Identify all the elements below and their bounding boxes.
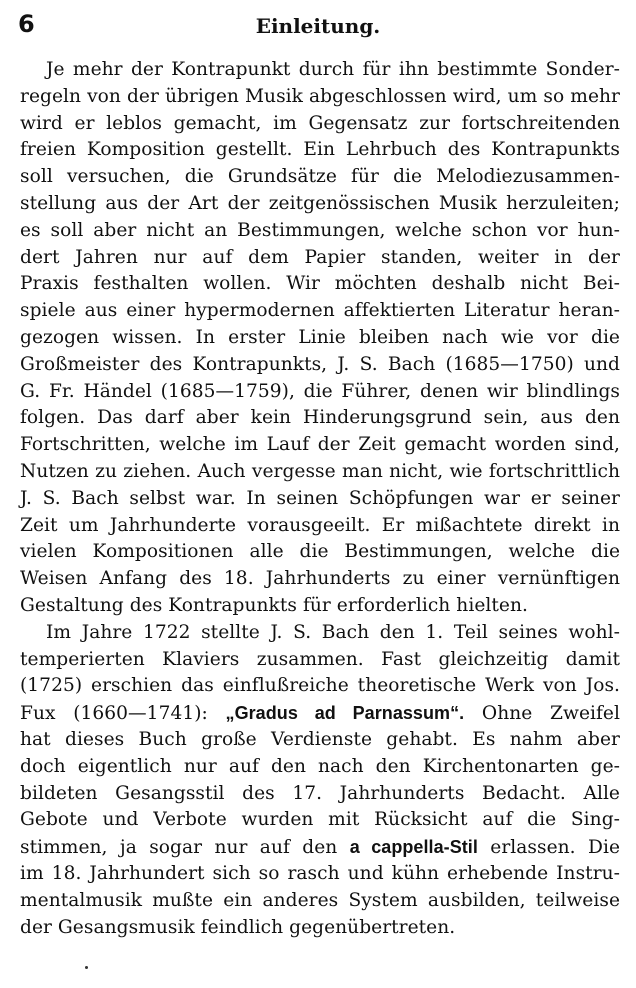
text-line: G. Fr. Händel (1685—1759), die Führer, denen wir blindlings — [20, 380, 620, 402]
text-line: soll versuchen, die Grundsätze für die Melodiezusammen- — [20, 166, 620, 188]
text-line: stellung aus der Art der zeitgenössischen Musik herzuleiten; — [20, 192, 620, 214]
text-line: Nutzen zu ziehen. Auch vergesse man nicht, wie fortschrittlich — [20, 460, 620, 482]
text-line: doch eigentlich nur auf den nach den Kirchentonarten ge- — [20, 755, 620, 777]
text-line: Gebote und Verbote wurden mit Rücksicht auf die Sing- — [20, 809, 620, 831]
style-term: a cappella-Stil — [349, 837, 478, 858]
text-line: Großmeister des Kontrapunkts, J. S. Bach (1685—1750) und — [20, 353, 620, 375]
text-line: Je mehr der Kontrapunkt durch für ihn bestimmte Sonder- — [46, 59, 620, 80]
text-line: hat dieses Buch große Verdienste gehabt. Es nahm aber — [20, 728, 620, 750]
running-head: Einleitung. — [255, 14, 381, 38]
text-line: gezogen wissen. In erster Linie bleiben nach wie vor die — [20, 326, 620, 348]
text-line: Praxis festhalten wollen. Wir möchten deshalb nicht Bei- — [20, 273, 620, 295]
text-line: spiele aus einer hypermodernen affektierten Literatur heran- — [20, 300, 620, 322]
text-line: der Gesangsmusik feindlich gegenübertreten. — [20, 916, 456, 938]
text-line: dert Jahren nur auf dem Papier standen, weiter in der — [20, 246, 620, 268]
text-segment: Ohne Zweifel — [464, 703, 620, 725]
text-segment: erlassen. Die — [477, 837, 621, 859]
text-line: bildeten Gesangsstil des 17. Jahrhunderts Bedacht. Alle — [20, 782, 620, 804]
text-line: folgen. Das darf aber kein Hinderungsgrund sein, aus den — [20, 407, 620, 429]
text-line: es soll aber nicht an Bestimmungen, welche schon vor hun- — [20, 219, 620, 241]
text-line — [20, 834, 620, 861]
work-title: „Gradus ad Parnassum“. — [225, 703, 465, 724]
ink-speck — [85, 966, 88, 969]
text-line: im 18. Jahrhundert sich so rasch und kühn erhebende Instru- — [20, 862, 620, 884]
text-line: mentalmusik mußte ein anderes System ausbilden, teilweise — [20, 889, 620, 911]
text-line: Zeit um Jahrhunderte vorausgeeilt. Er mißachtete direkt in — [20, 514, 620, 536]
text-line: (1725) erschien das einflußreiche theoretische Werk von Jos. — [20, 675, 620, 697]
text-line: Im Jahre 1722 stellte J. S. Bach den 1. Teil seines wohl- — [46, 621, 620, 643]
page-number: 6 — [18, 10, 35, 38]
text-line: Gestaltung des Kontrapunkts für erforderlich hielten. — [20, 594, 528, 616]
text-segment: stimmen, ja sogar nur auf den — [20, 837, 350, 859]
page-header — [18, 6, 618, 40]
text-line — [20, 700, 620, 727]
body-text — [20, 57, 620, 941]
text-line: J. S. Bach selbst war. In seinen Schöpfungen war er seiner — [20, 487, 620, 509]
text-line: regeln von der übrigen Musik abgeschlossen wird, um so mehr — [20, 85, 620, 107]
text-line: freien Komposition gestellt. Ein Lehrbuch des Kontrapunkts — [20, 139, 620, 161]
text-line: Weisen Anfang des 18. Jahrhunderts zu einer vernünftigen — [20, 568, 620, 590]
text-line: wird er leblos gemacht, im Gegensatz zur fortschreitenden — [20, 112, 620, 134]
text-line: temperierten Klaviers zusammen. Fast gleichzeitig damit — [20, 648, 620, 670]
text-segment: Fux (1660—1741): — [20, 703, 226, 725]
text-line: Fortschritten, welche im Lauf der Zeit gemacht worden sind, — [20, 434, 620, 456]
text-line: vielen Kompositionen alle die Bestimmungen, welche die — [20, 541, 620, 563]
